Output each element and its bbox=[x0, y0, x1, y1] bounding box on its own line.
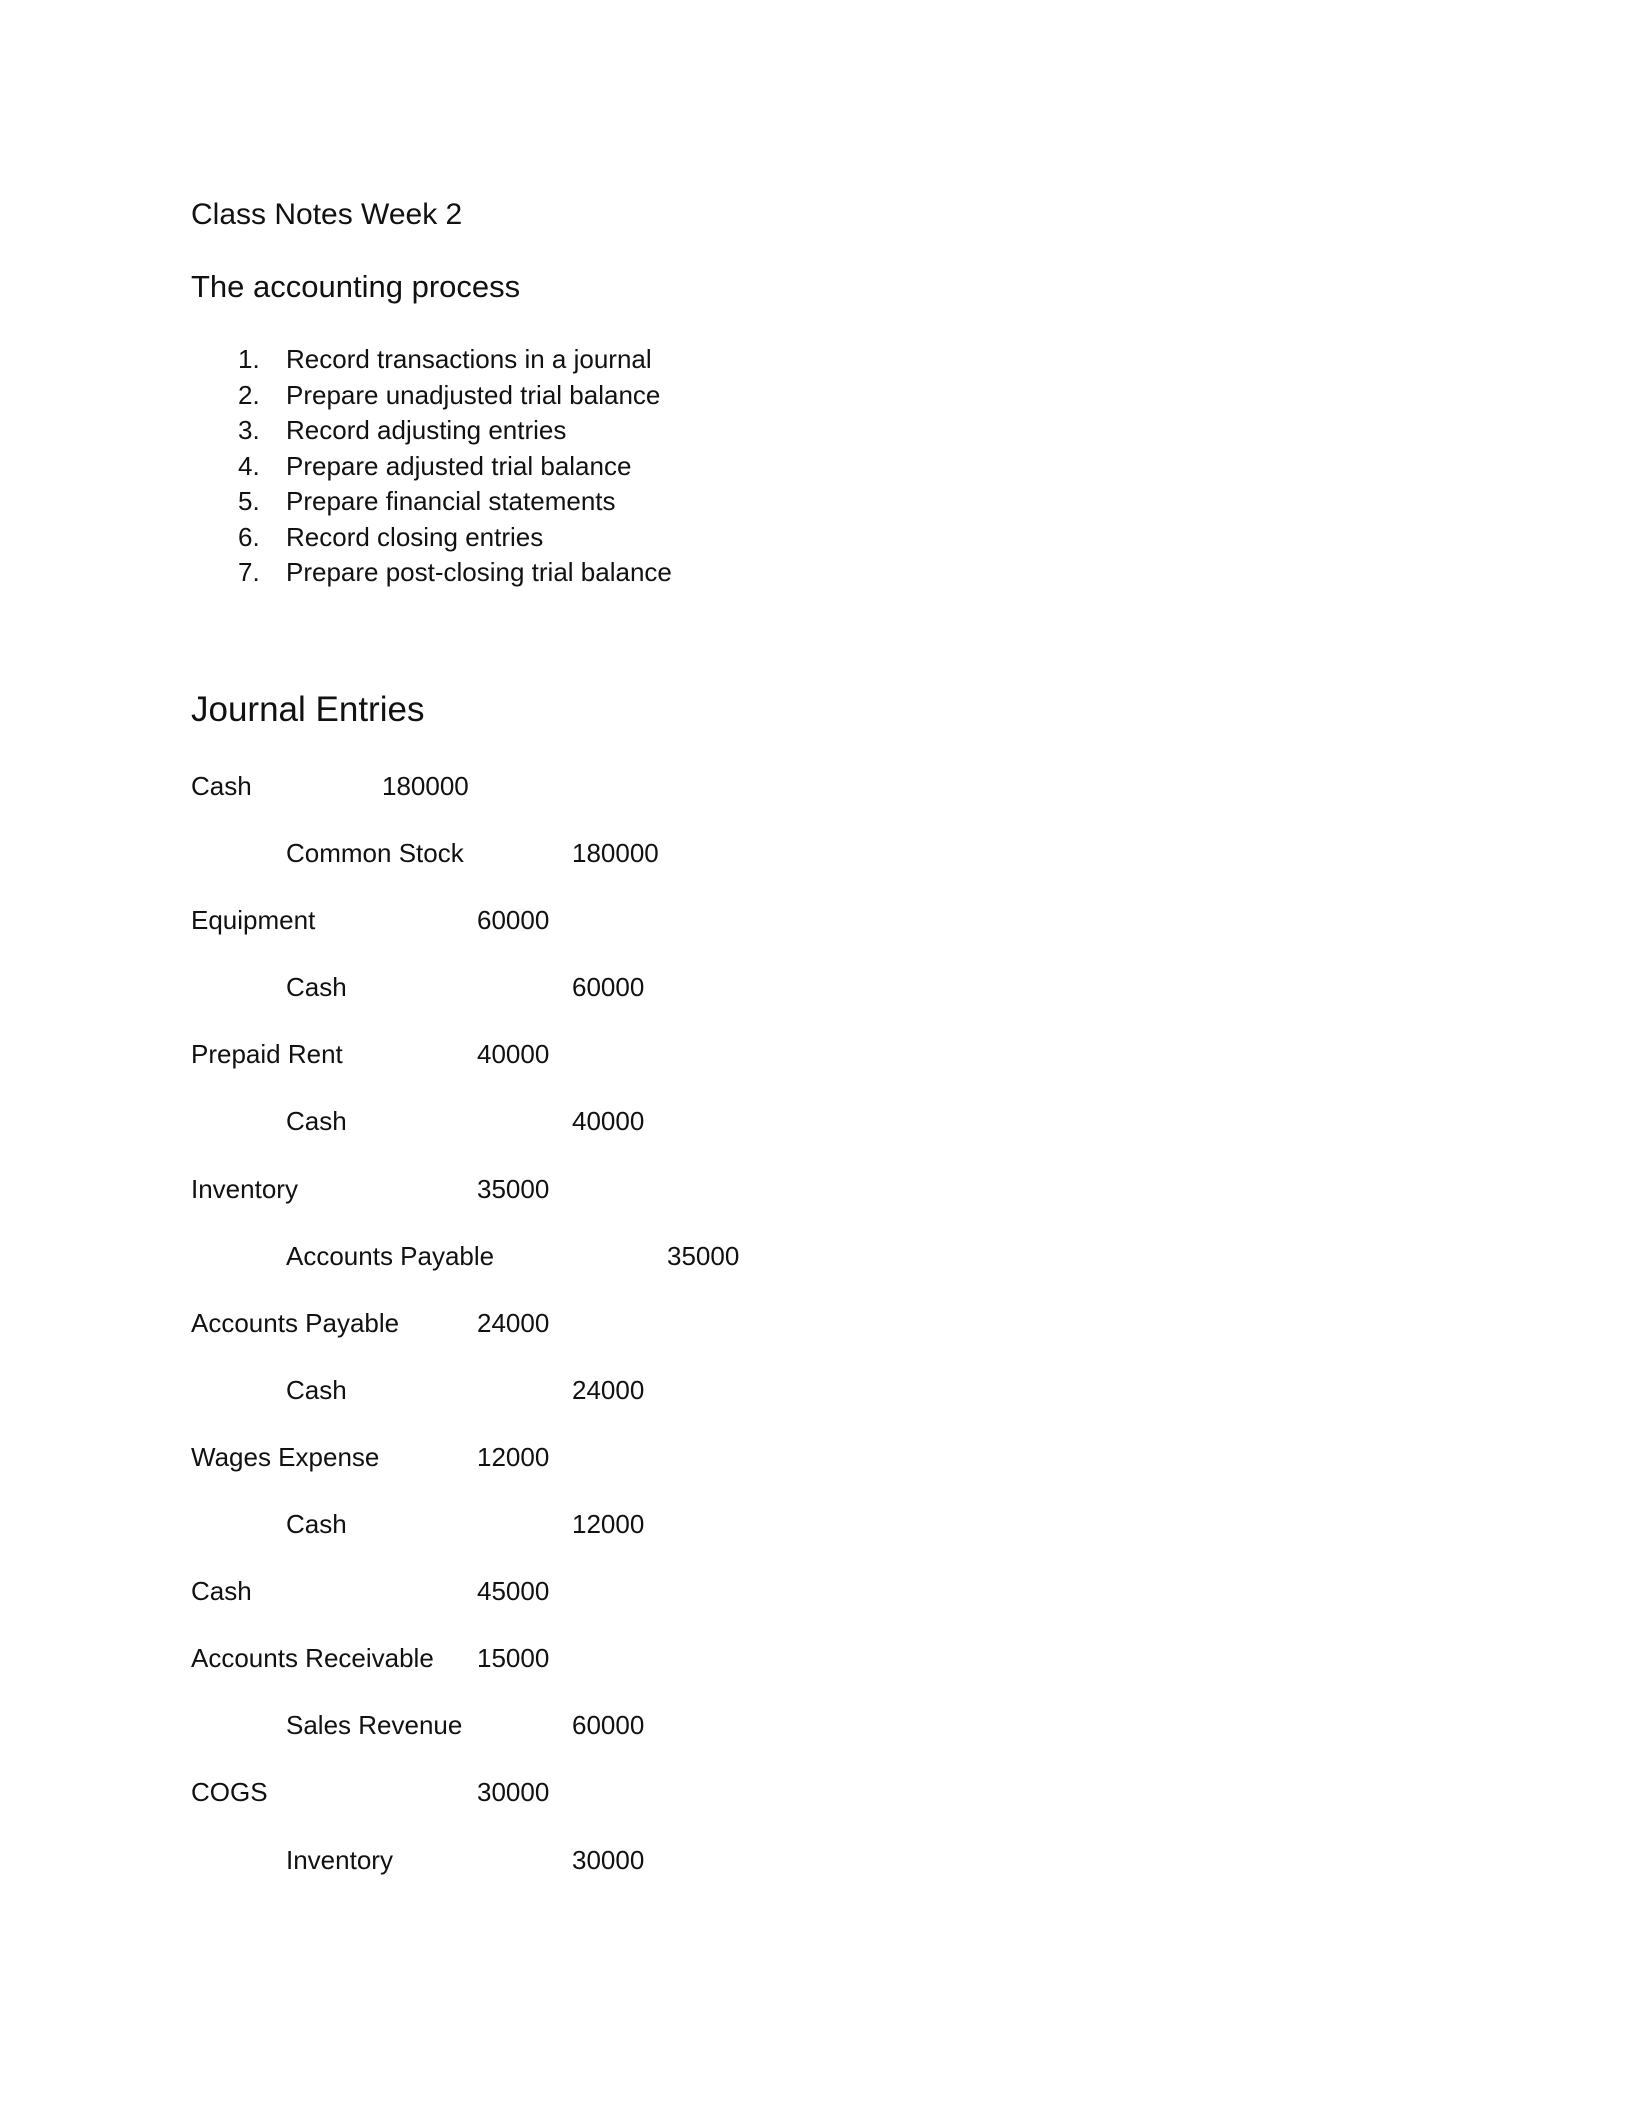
entry-amount: 180000 bbox=[572, 838, 659, 869]
list-item-number: 4. bbox=[238, 450, 260, 481]
list-item bbox=[191, 555, 991, 591]
list-item-number: 7. bbox=[238, 557, 260, 587]
entry-amount: 180000 bbox=[382, 771, 469, 801]
list-item bbox=[191, 342, 991, 378]
journal-entry-row bbox=[191, 1103, 1191, 1170]
entry-account: Sales Revenue bbox=[286, 1710, 463, 1741]
entry-account: Equipment bbox=[191, 905, 316, 936]
entry-amount: 24000 bbox=[477, 1307, 550, 1338]
list-item-text: Prepare adjusted trial balance bbox=[286, 450, 632, 481]
list-item bbox=[191, 378, 991, 414]
entry-account: Common Stock bbox=[286, 838, 464, 869]
list-item-text: Record transactions in a journal bbox=[286, 344, 652, 374]
list-item bbox=[191, 520, 991, 556]
journal-entries bbox=[191, 768, 1191, 1909]
journal-entry-row bbox=[191, 902, 1191, 969]
list-item-text: Record adjusting entries bbox=[286, 415, 567, 445]
list-item-number: 6. bbox=[238, 521, 260, 552]
entry-account: Accounts Payable bbox=[191, 1307, 400, 1338]
journal-entry-row bbox=[191, 1238, 1191, 1305]
entry-amount: 24000 bbox=[572, 1374, 645, 1405]
journal-entry-row bbox=[191, 1506, 1191, 1573]
entry-account: Cash bbox=[286, 1374, 347, 1405]
list-item-text: Record closing entries bbox=[286, 521, 544, 552]
entry-amount: 35000 bbox=[667, 1240, 740, 1271]
entry-amount: 30000 bbox=[572, 1844, 645, 1875]
entry-amount: 35000 bbox=[477, 1173, 550, 1204]
list-item-number: 1. bbox=[238, 344, 260, 374]
entry-account: Accounts Receivable bbox=[191, 1643, 434, 1674]
journal-entry-row bbox=[191, 1372, 1191, 1439]
entry-amount: 30000 bbox=[477, 1777, 550, 1808]
entry-account: Inventory bbox=[191, 1173, 298, 1204]
journal-entry-row bbox=[191, 1774, 1191, 1841]
list-item-number: 2. bbox=[238, 379, 260, 410]
entry-amount: 40000 bbox=[477, 1039, 550, 1070]
list-item-text: Prepare post-closing trial balance bbox=[286, 557, 672, 587]
journal-entry-row bbox=[191, 1573, 1191, 1640]
entry-account: Cash bbox=[191, 1576, 252, 1607]
entry-amount: 12000 bbox=[477, 1441, 550, 1472]
entry-account: Cash bbox=[191, 771, 252, 801]
journal-entry-row bbox=[191, 835, 1191, 902]
entry-account: Prepaid Rent bbox=[191, 1039, 343, 1070]
list-item-text: Prepare financial statements bbox=[286, 486, 616, 516]
journal-entries-heading: Journal Entries bbox=[191, 690, 425, 729]
entry-account: Cash bbox=[286, 1509, 347, 1540]
journal-entry-row bbox=[191, 768, 1191, 835]
list-item-text: Prepare unadjusted trial balance bbox=[286, 379, 661, 410]
list-item bbox=[191, 413, 991, 449]
section-subtitle: The accounting process bbox=[191, 269, 521, 304]
entry-amount: 12000 bbox=[572, 1509, 645, 1540]
entry-account: Cash bbox=[286, 972, 347, 1003]
entry-account: Accounts Payable bbox=[286, 1240, 495, 1271]
entry-account: Cash bbox=[286, 1106, 347, 1137]
journal-entry-row bbox=[191, 1842, 1191, 1909]
entry-amount: 45000 bbox=[477, 1576, 550, 1607]
entry-amount: 15000 bbox=[477, 1643, 550, 1674]
entry-amount: 60000 bbox=[572, 1710, 645, 1741]
entry-amount: 40000 bbox=[572, 1106, 645, 1137]
list-item bbox=[191, 484, 991, 520]
accounting-process-list bbox=[191, 342, 991, 591]
journal-entry-row bbox=[191, 1640, 1191, 1707]
journal-entry-row bbox=[191, 969, 1191, 1036]
list-item bbox=[191, 449, 991, 485]
journal-entry-row bbox=[191, 1707, 1191, 1774]
entry-account: COGS bbox=[191, 1777, 268, 1808]
journal-entry-row bbox=[191, 1305, 1191, 1372]
list-item-number: 3. bbox=[238, 415, 260, 445]
list-item-number: 5. bbox=[238, 486, 260, 516]
entry-account: Wages Expense bbox=[191, 1441, 380, 1472]
journal-entry-row bbox=[191, 1171, 1191, 1238]
entry-account: Inventory bbox=[286, 1844, 393, 1875]
journal-entry-row bbox=[191, 1439, 1191, 1506]
entry-amount: 60000 bbox=[572, 972, 645, 1003]
journal-entry-row bbox=[191, 1036, 1191, 1103]
page-title: Class Notes Week 2 bbox=[191, 198, 463, 231]
entry-amount: 60000 bbox=[477, 905, 550, 936]
